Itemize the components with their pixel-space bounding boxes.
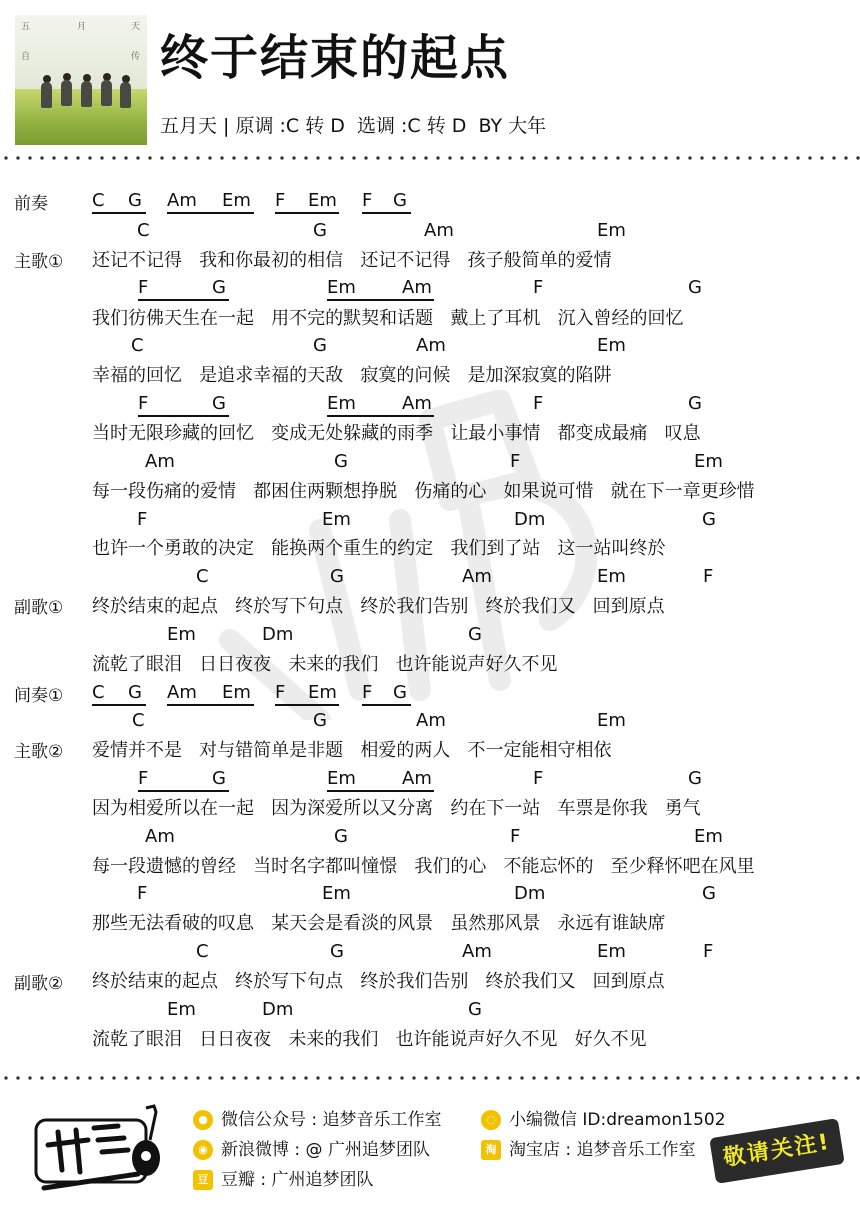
chord-g: G [702,883,716,904]
chord-g: G [313,335,327,356]
chord-underline [327,415,434,417]
chord-f: F [138,277,149,298]
chord-c: C [196,941,209,962]
lyric-line: 流乾了眼泪 日日夜夜 未来的我们 也许能说声好久不见 [92,654,558,675]
taobao-icon: 淘 [481,1140,501,1160]
chord-f: F [137,509,148,530]
chord-f: F [275,190,286,211]
chord-g: G [393,190,407,211]
chord-em: Em [597,566,626,587]
studio-logo [28,1100,168,1200]
chord-dm: Dm [262,624,294,645]
chord-c: C [132,710,145,731]
chord-em: Em [597,941,626,962]
chord-em: Em [322,509,351,530]
chord-am: Am [145,451,175,472]
chord-em: Em [222,190,251,211]
cover-text: 天 [131,22,141,32]
chord-am: Am [402,768,432,789]
chord-em: Em [597,335,626,356]
lyric-line: 终於结束的起点 终於写下句点 终於我们告别 终於我们又 回到原点 [92,596,665,617]
chord-am: Am [462,566,492,587]
chord-am: Am [424,220,454,241]
chat-icon: ◌ [481,1110,501,1130]
chord-c: C [196,566,209,587]
section-label-verse-1: 主歌① [6,248,71,276]
chord-c: C [137,220,150,241]
chord-f: F [362,190,373,211]
chord-underline [275,704,339,706]
chord-f: F [533,768,544,789]
section-label-intro: 前奏 [6,190,56,218]
chord-am: Am [462,941,492,962]
lyric-line: 每一段伤痛的爱情 都困住两颗想挣脱 伤痛的心 如果说可惜 就在下一章更珍惜 [92,481,755,502]
lyric-line: 因为相爱所以在一起 因为深爱所以又分离 约在下一站 车票是你我 勇气 [92,798,701,819]
lyric-line: 我们彷佛天生在一起 用不完的默契和话题 戴上了耳机 沉入曾经的回忆 [92,308,684,329]
chord-em: Em [322,883,351,904]
chord-am: Am [402,393,432,414]
band-member [61,80,72,106]
chord-em: Em [222,682,251,703]
chord-g: G [468,999,482,1020]
lyric-line: 流乾了眼泪 日日夜夜 未来的我们 也许能说声好久不见 好久不见 [92,1029,647,1050]
section-label-verse-2: 主歌② [6,738,71,766]
dotted-divider [0,1076,860,1080]
follow-badge: 敬请关注! [709,1118,845,1184]
chord-f: F [533,393,544,414]
band-member [81,81,92,107]
chord-c: C [131,335,144,356]
cover-text: 自 [21,52,31,62]
lyric-line: 终於结束的起点 终於写下句点 终於我们告别 终於我们又 回到原点 [92,971,665,992]
douban-icon: 豆 [193,1170,213,1190]
chord-em: Em [167,999,196,1020]
chord-g: G [334,451,348,472]
chord-g: G [330,941,344,962]
chord-em: Em [597,710,626,731]
lyric-line: 也许一个勇敢的决定 能换两个重生的约定 我们到了站 这一站叫终於 [92,538,666,559]
chord-em: Em [694,826,723,847]
lyric-line: 幸福的回忆 是追求幸福的天敌 寂寞的问候 是加深寂寞的陷阱 [92,365,612,386]
chord-f: F [510,826,521,847]
section-label-chorus-2: 副歌② [6,970,71,998]
lyric-line: 当时无限珍藏的回忆 变成无处躲藏的雨季 让最小事情 都变成最痛 叹息 [92,423,701,444]
chord-c: C [92,190,105,211]
chord-am: Am [416,335,446,356]
chord-em: Em [327,277,356,298]
section-label-interlude-1: 间奏① [6,682,71,710]
chord-f: F [703,941,714,962]
chord-em: Em [327,393,356,414]
chord-g: G [334,826,348,847]
chord-g: G [128,682,142,703]
footer-weibo: 新浪微博 : @ 广州追梦团队 [221,1140,430,1160]
cover-text: 五 [21,22,31,32]
chord-am: Am [145,826,175,847]
band-member [120,82,131,108]
cover-text: 传 [131,52,141,62]
footer-wechat-public: 微信公众号 : 追梦音乐工作室 [221,1110,442,1130]
chord-em: Em [308,190,337,211]
chord-f: F [703,566,714,587]
chord-underline [138,299,229,301]
chord-g: G [212,393,226,414]
chord-g: G [688,768,702,789]
weibo-icon: ◉ [193,1140,213,1160]
chord-g: G [688,393,702,414]
chord-dm: Dm [262,999,294,1020]
chord-g: G [330,566,344,587]
chord-g: G [313,220,327,241]
lyric-line: 每一段遗憾的曾经 当时名字都叫憧憬 我们的心 不能忘怀的 至少释怀吧在风里 [92,856,755,877]
chord-am: Am [402,277,432,298]
chord-em: Em [167,624,196,645]
chord-em: Em [694,451,723,472]
band-member [41,82,52,108]
chord-f: F [275,682,286,703]
chord-f: F [510,451,521,472]
chord-underline [327,299,434,301]
lyric-line: 那些无法看破的叹息 某天会是看淡的风景 虽然那风景 永远有谁缺席 [92,913,666,934]
chord-underline [92,212,146,214]
chord-f: F [138,393,149,414]
chord-underline [138,790,229,792]
lyric-line: 还记不记得 我和你最初的相信 还记不记得 孩子般简单的爱情 [92,250,612,271]
chord-f: F [138,768,149,789]
section-label-chorus-1: 副歌① [6,594,71,622]
lyric-line: 爱情并不是 对与错简单是非题 相爱的两人 不一定能相守相依 [92,740,612,761]
chord-f: F [362,682,373,703]
band-member [101,80,112,106]
chord-f: F [137,883,148,904]
chord-g: G [688,277,702,298]
chord-underline [138,415,229,417]
chord-underline [275,212,339,214]
chord-am: Am [416,710,446,731]
dotted-divider [0,156,860,160]
chord-g: G [468,624,482,645]
chord-am: Am [167,682,197,703]
footer-taobao: 淘宝店 : 追梦音乐工作室 [509,1140,696,1160]
chord-underline [327,790,434,792]
chord-am: Am [167,190,197,211]
chord-g: G [128,190,142,211]
chord-g: G [212,277,226,298]
chord-underline [167,212,254,214]
chord-em: Em [327,768,356,789]
song-subtitle: 五月天 | 原调 :C 转 D 选调 :C 转 D BY 大年 [160,115,547,137]
song-title: 终于结束的起点 [160,30,511,86]
chord-dm: Dm [514,883,546,904]
chord-em: Em [308,682,337,703]
chord-c: C [92,682,105,703]
wechat-icon: ● [193,1110,213,1130]
chord-underline [362,704,411,706]
chord-underline [167,704,254,706]
chord-g: G [313,710,327,731]
chord-g: G [212,768,226,789]
footer-douban: 豆瓣 : 广州追梦团队 [221,1170,374,1190]
chord-dm: Dm [514,509,546,530]
chord-g: G [702,509,716,530]
chord-g: G [393,682,407,703]
chord-underline [92,704,146,706]
chord-underline [362,212,411,214]
chord-f: F [533,277,544,298]
album-cover [15,15,147,145]
chord-em: Em [597,220,626,241]
cover-text: 月 [77,22,87,32]
footer-wechat-editor: 小编微信 ID:dreamon1502 [509,1110,726,1130]
